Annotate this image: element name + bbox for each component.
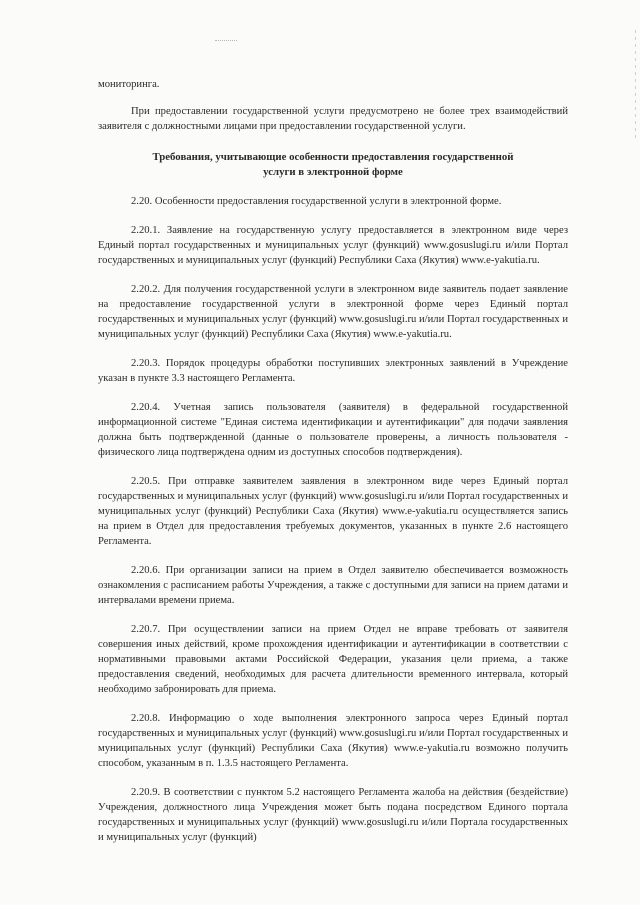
section-heading-line-1: Требования, учитывающие особенности предоставления государственной bbox=[152, 151, 514, 163]
paragraph-2-20: 2.20. Особенности предоставления государственной услуги в электронной форме. bbox=[131, 196, 502, 207]
paragraph-2-20-1: 2.20.1. Заявление на государственную услугу предоставляется в электронном виде через Единый портал государственных и муниципальных услуг (функций) www.gosuslugi.ru и/или Портал государственных и муниципальных услуг (функций) Республики Саха (Якутия) www.e-yakutia.ru. bbox=[98, 225, 568, 266]
section-heading bbox=[98, 150, 568, 180]
scan-artifact bbox=[215, 40, 237, 43]
section-heading-line-2: услуги в электронной форме bbox=[263, 166, 403, 178]
paragraph-2-20-7: 2.20.7. При осуществлении записи на прием Отдел не вправе требовать от заявителя совершения иных действий, кроме прохождения идентификации и аутентификации в соответствии с нормативными правовыми актами Российской Федерации, указания цели приема, а также предоставления сведений, необходимых для расчета длительности временного интервала, который необходимо забронировать для приема. bbox=[98, 624, 568, 695]
document-body bbox=[98, 77, 568, 845]
scan-edge-artifact bbox=[635, 30, 636, 140]
paragraph-2-20-6: 2.20.6. При организации записи на прием в Отдел заявителю обеспечивается возможность ознакомления с расписанием работы Учреждения, а также с доступными для записи на прием датами и интервалами времени приема. bbox=[98, 565, 568, 606]
paragraph-2-20-9: 2.20.9. В соответствии с пунктом 5.2 настоящего Регламента жалоба на действия (бездействие) Учреждения, должностного лица Учреждения может быть подана посредством Единого портала государственных и муниципальных услуг (функций) www.gosuslugi.ru и/или Портала государственных и муниципальных услуг (функций) bbox=[98, 787, 568, 843]
paragraph-2-20-4: 2.20.4. Учетная запись пользователя (заявителя) в федеральной государственной информационной системе "Единая система идентификации и аутентификации" для подачи заявления должна быть подтвержденной (данные о пользователе проверены, а личность пользователя - физического лица подтверждена одним из доступных способов подтверждения). bbox=[98, 402, 568, 458]
paragraph-2-20-5: 2.20.5. При отправке заявителем заявления в электронном виде через Единый портал государственных и муниципальных услуг (функций) www.gosuslugi.ru и/или Портал государственных и муниципальных услуг (функций) Республики Саха (Якутия) www.e-yakutia.ru осуществляется запись на прием в Отдел для предоставления требуемых документов, указанных в пункте 2.6 настоящего Регламента. bbox=[98, 476, 568, 547]
intro-paragraph: При предоставлении государственной услуги предусмотрено не более трех взаимодействий заявителя с должностными лицами при предоставлении государственной услуги. bbox=[98, 106, 568, 132]
paragraph-2-20-3: 2.20.3. Порядок процедуры обработки поступивших электронных заявлений в Учреждение указан в пункте 3.3 настоящего Регламента. bbox=[98, 358, 568, 384]
paragraph-2-20-8: 2.20.8. Информацию о ходе выполнения электронного запроса через Единый портал государственных и муниципальных услуг (функций) www.gosuslugi.ru и/или Портал государственных и муниципальных услуг (функций) Республики Саха (Якутия) www.e-yakutia.ru возможно получить способом, указанным в п. 1.3.5 настоящего Регламента. bbox=[98, 713, 568, 769]
continuation-text: мониторинга. bbox=[98, 79, 160, 90]
paragraph-2-20-2: 2.20.2. Для получения государственной услуги в электронном виде заявитель подает заявление на предоставление государственной услуги в электронной форме через Единый портал государственных и муниципальных услуг (функций) www.gosuslugi.ru и/или Портал государственных и муниципальных услуг (функций) Республики Саха (Якутия) www.e-yakutia.ru. bbox=[98, 284, 568, 340]
